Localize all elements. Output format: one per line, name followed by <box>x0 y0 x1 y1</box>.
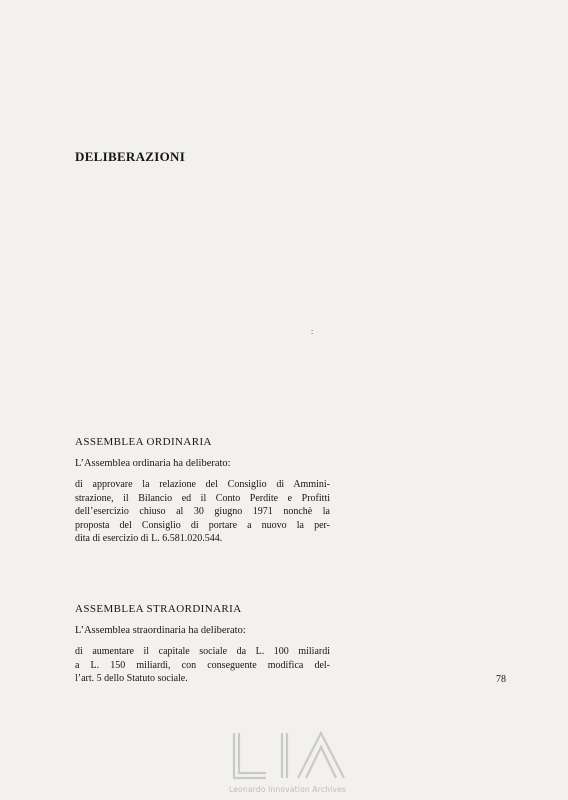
section-heading: ASSEMBLEA STRAORDINARIA <box>75 603 242 615</box>
body-line: dita di esercizio di L. 6.581.020.544. <box>75 533 223 544</box>
section-assemblea-ordinaria <box>75 436 330 546</box>
watermark-caption: Leonardo Innovation Archives <box>229 785 346 794</box>
section-assemblea-straordinaria <box>75 603 330 686</box>
body-line: proposta del Consiglio di portare a nuovo la per- <box>75 519 330 531</box>
lia-logo-icon <box>220 730 355 782</box>
body-line: a L. 150 miliardi, con conseguente modifica del- <box>75 659 330 671</box>
body-line: strazione, il Bilancio ed il Conto Perdite e Profitti <box>75 492 330 504</box>
body-line: di aumentare il capitale sociale da L. 100 miliardi <box>75 646 330 657</box>
section-intro: L’Assemblea straordinaria ha deliberato: <box>75 625 246 636</box>
body-line: di approvare la relazione del Consiglio di Ammini- <box>75 479 330 490</box>
print-speck: : <box>311 327 314 336</box>
body-line: l’art. 5 dello Statuto sociale. <box>75 673 188 684</box>
section-intro: L’Assemblea ordinaria ha deliberato: <box>75 458 231 469</box>
section-body <box>75 478 330 546</box>
section-heading: ASSEMBLEA ORDINARIA <box>75 436 212 448</box>
section-body <box>75 645 330 686</box>
body-line: dell’esercizio chiuso al 30 giugno 1971 nonchè la <box>75 506 330 517</box>
page-number: 78 <box>496 674 506 685</box>
archive-watermark <box>200 730 375 800</box>
page-title: DELIBERAZIONI <box>75 149 186 164</box>
